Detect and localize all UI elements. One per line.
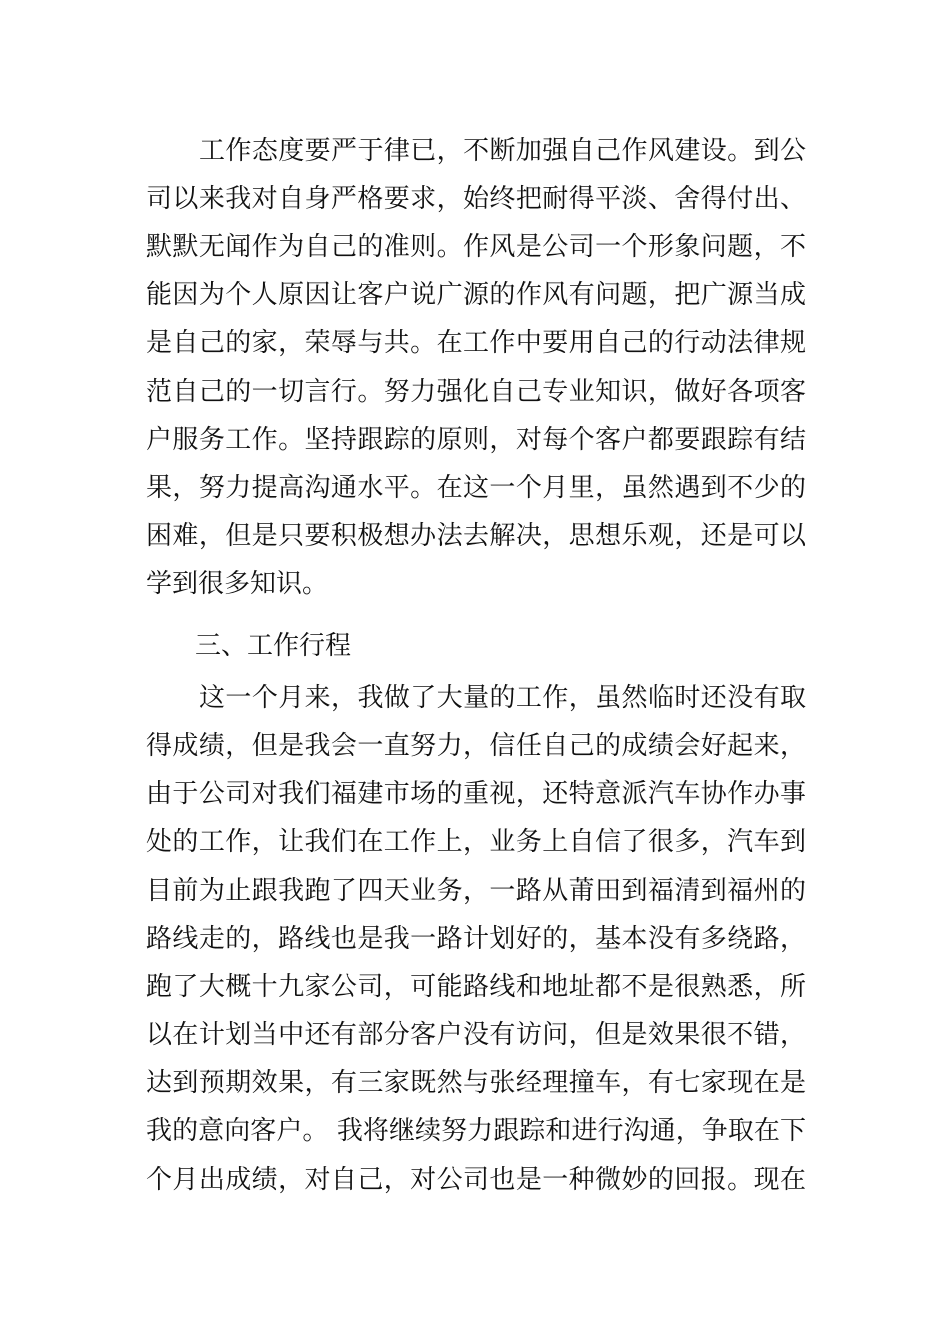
paragraph-1-line-5: 是自己的家，荣辱与共。在工作中要用自己的行动法律规	[146, 328, 806, 358]
paragraph-1-line-9: 困难，但是只要积极想办法去解决，思想乐观，还是可以	[146, 521, 806, 551]
paragraph-1-line-1: 工作态度要严于律已，不断加强自己作风建设。到公	[199, 136, 806, 166]
paragraph-2-line-9: 达到预期效果，有三家既然与张经理撞车，有七家现在是	[146, 1068, 806, 1098]
paragraph-2-line-4: 处的工作，让我们在工作上，业务上自信了很多，汽车到	[146, 827, 806, 857]
paragraph-2-line-1: 这一个月来，我做了大量的工作，虽然临时还没有取	[199, 683, 806, 713]
paragraph-1-line-10: 学到很多知识。	[146, 569, 329, 599]
paragraph-2-line-3: 由于公司对我们福建市场的重视，还特意派汽车协作办事	[146, 779, 806, 809]
paragraph-1-line-8: 果，努力提高沟通水平。在这一个月里，虽然遇到不少的	[146, 473, 806, 503]
paragraph-2-line-7: 跑了大概十九家公司，可能路线和地址都不是很熟悉，所	[146, 972, 806, 1002]
paragraph-2-line-10: 我的意向客户。 我将继续努力跟踪和进行沟通，争取在下	[146, 1116, 806, 1146]
section-heading: 三、工作行程	[195, 631, 352, 661]
paragraph-2-line-8: 以在计划当中还有部分客户没有访问，但是效果很不错，	[146, 1020, 806, 1050]
paragraph-1-line-4: 能因为个人原因让客户说广源的作风有问题，把广源当成	[146, 280, 806, 310]
paragraph-2-line-2: 得成绩，但是我会一直努力，信任自己的成绩会好起来，	[146, 731, 806, 761]
paragraph-1-line-3: 默默无闻作为自己的准则。作风是公司一个形象问题，不	[146, 232, 806, 262]
paragraph-1-line-7: 户服务工作。坚持跟踪的原则，对每个客户都要跟踪有结	[146, 425, 806, 455]
paragraph-2-line-11: 个月出成绩，对自己，对公司也是一种微妙的回报。现在	[146, 1165, 806, 1195]
paragraph-2-line-6: 路线走的，路线也是我一路计划好的，基本没有多绕路，	[146, 924, 806, 954]
paragraph-2-line-5: 目前为止跟我跑了四天业务，一路从莆田到福清到福州的	[146, 876, 806, 906]
paragraph-1-line-6: 范自己的一切言行。努力强化自己专业知识，做好各项客	[146, 377, 806, 407]
paragraph-1-line-2: 司以来我对自身严格要求，始终把耐得平淡、舍得付出、	[146, 184, 806, 214]
